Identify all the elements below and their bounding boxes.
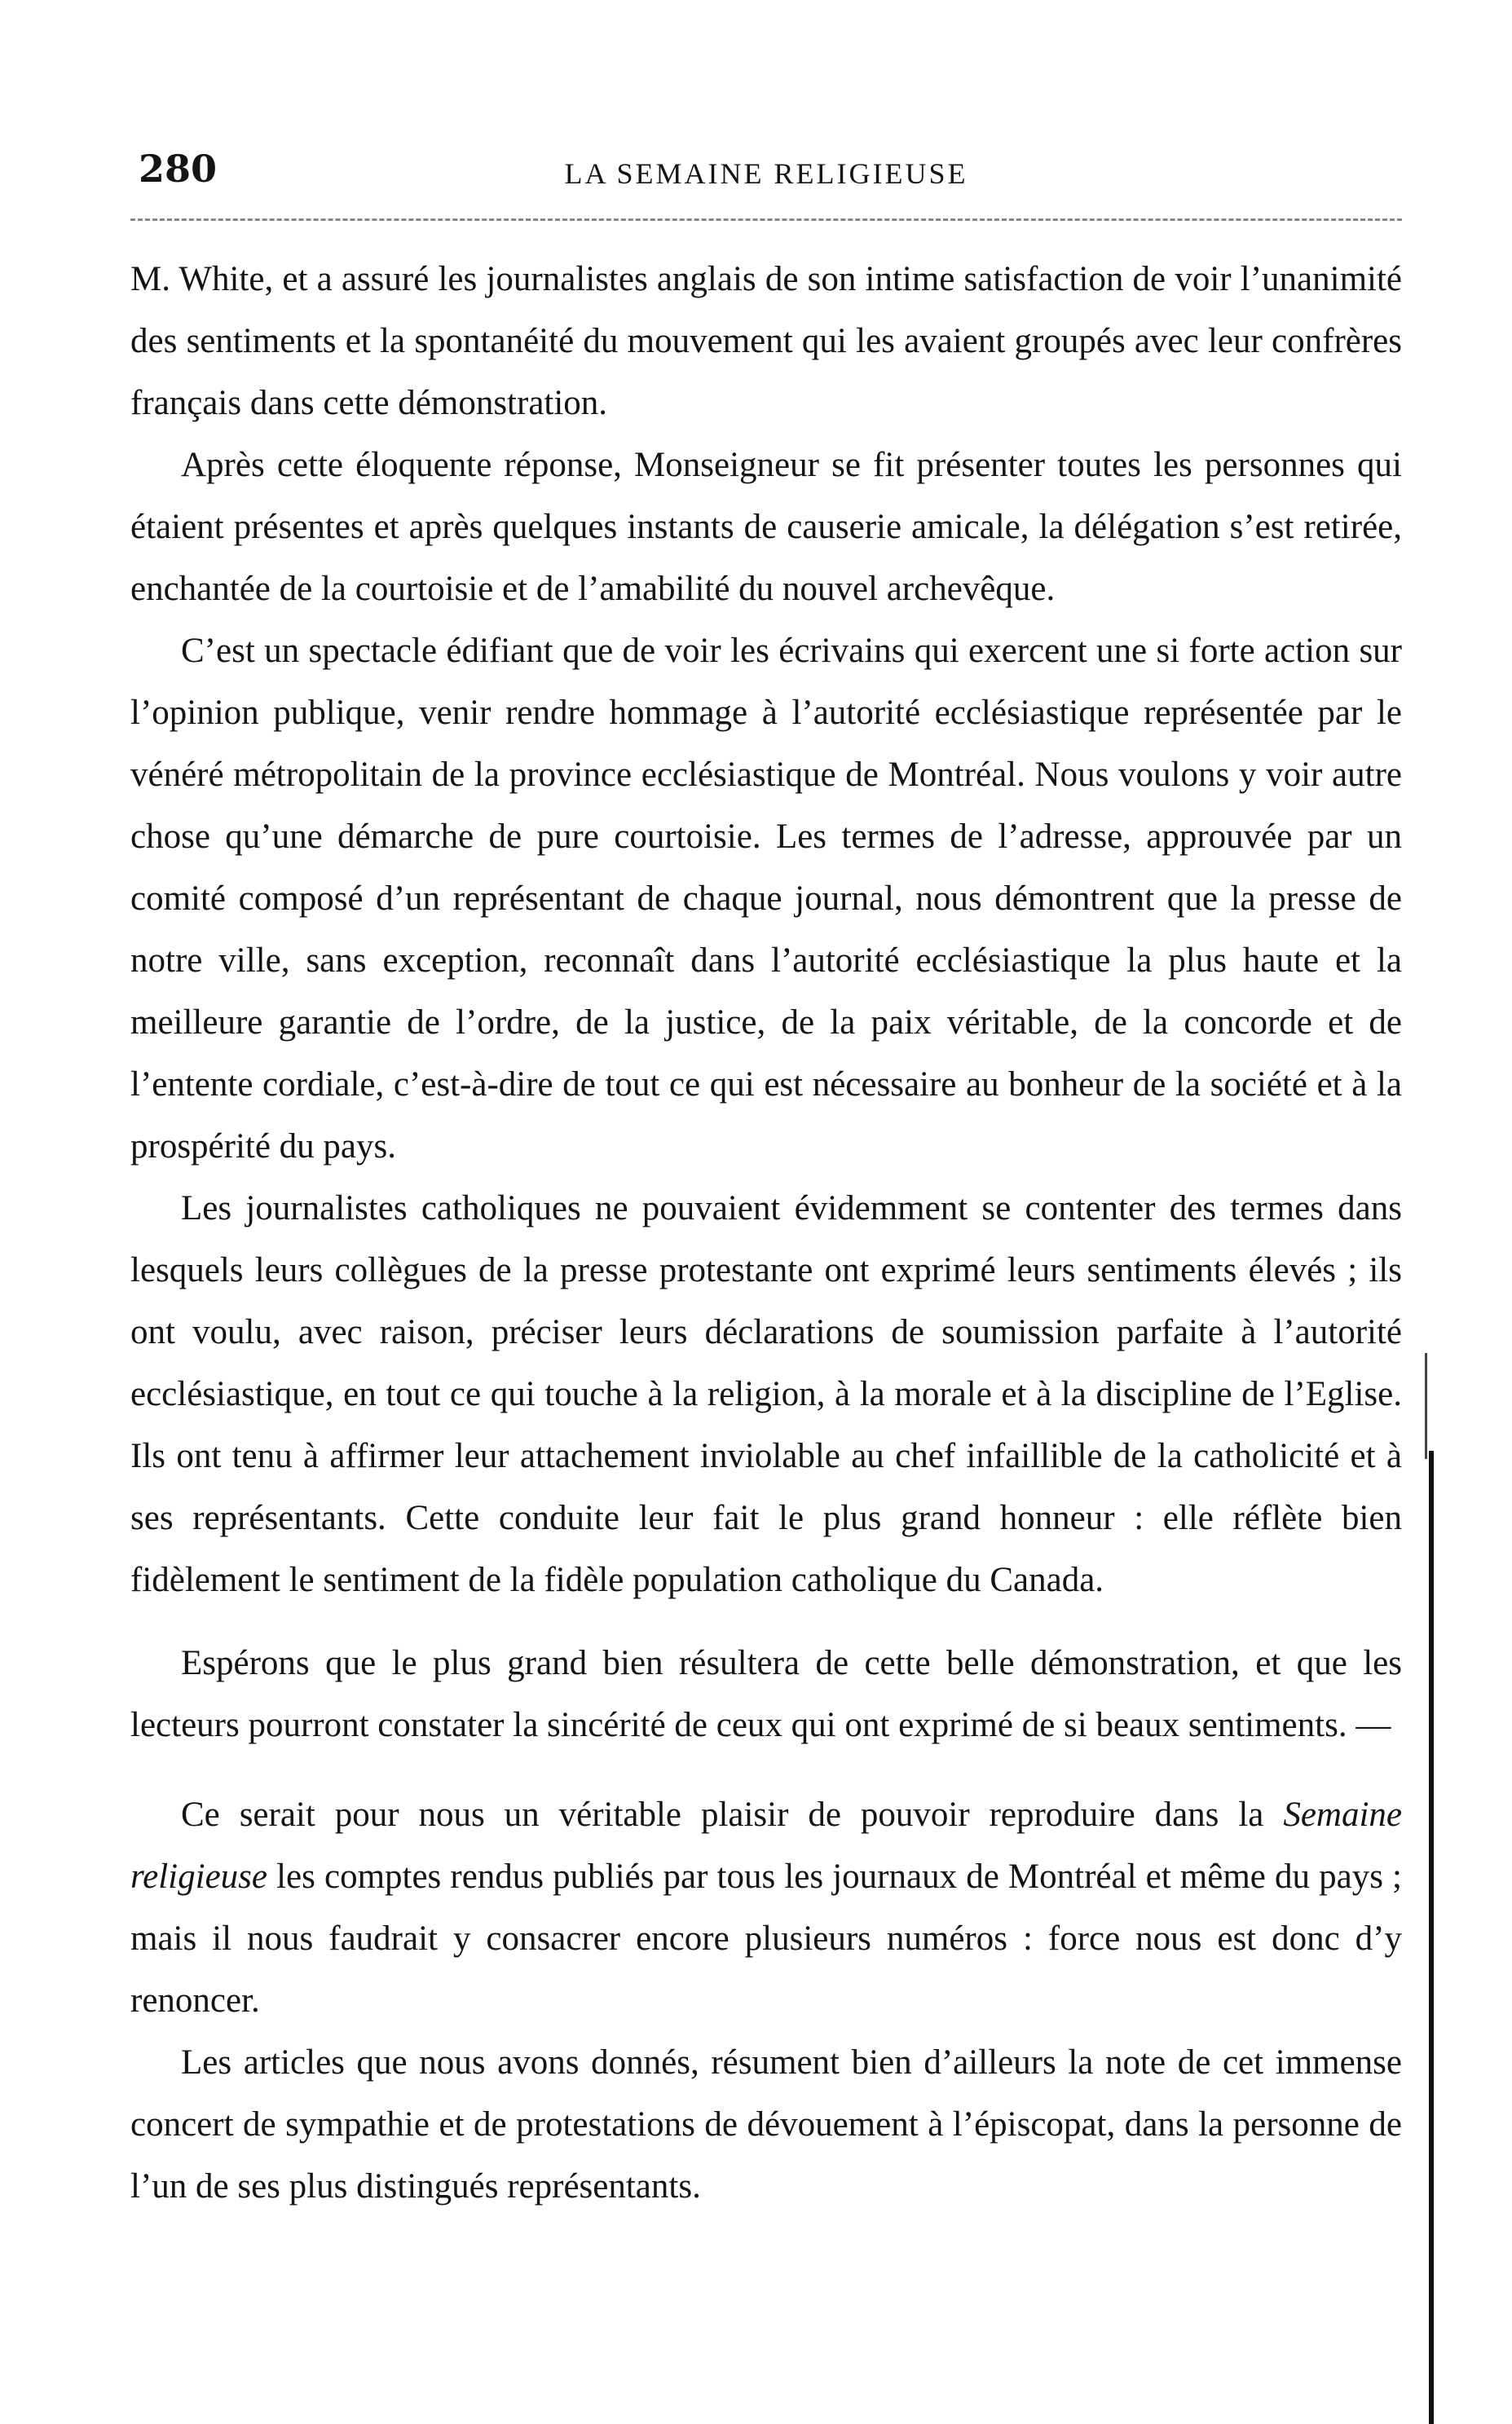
document-page	[130, 147, 1402, 2218]
page-number: 280	[139, 147, 218, 191]
paragraph-7: Les articles que nous avons donnés, résument bien d’ailleurs la note de cet immense concert de sympathie et de protestations de dévouement à l’épiscopat, dans la personne de l’un de ses plus distingués représentants.	[130, 2043, 1402, 2206]
scan-edge-shadow	[1429, 1451, 1434, 2424]
running-head: LA SEMAINE RELIGIEUSE	[564, 157, 968, 190]
body-text	[130, 249, 1402, 2218]
publication-title: Semaine religieuse	[130, 1796, 1402, 1896]
paragraph-4: Les journalistes catholiques ne pouvaient évidemment se contenter des termes dans lesquels leurs collègues de la presse protestante ont exprimé leurs sentiments élevés ; ils ont voulu, avec raison, préciser leurs déclarations de soumission parfaite à l’autorité ecclésiastique, en tout ce qui touche à la religion, à la morale et à la discipline de l’Eglise. Ils ont tenu à affirmer leur attachement inviolable au chef infaillible de la catholicité et à ses représentants. Cette conduite leur fait le plus grand honneur : elle réflète bien fidèlement le sentiment de la fidèle population catholique du Canada.	[130, 1189, 1402, 1599]
scan-edge-line	[1425, 1353, 1427, 1459]
paragraph-3: C’est un spectacle édifiant que de voir les écrivains qui exercent une si forte action sur l’opinion publique, venir rendre hommage à l’autorité ecclésiastique représentée par le vénéré métropolitain de la province ecclésiastique de Montréal. Nous voulons y voir autre chose qu’une démarche de pure courtoisie. Les termes de l’adresse, approuvée par un comité composé d’un représentant de chaque journal, nous démontrent que la presse de notre ville, sans exception, reconnaît dans l’autorité ecclésiastique la plus haute et la meilleure garantie de l’ordre, de la justice, de la paix véritable, de la concorde et de l’entente cordiale, c’est-à-dire de tout ce qui est nécessaire au bonheur de la société et à la prospérité du pays.	[130, 632, 1402, 1166]
paragraph-5: Espérons que le plus grand bien résultera de cette belle démonstration, et que les lecteurs pourront constater la sincérité de ceux qui ont exprimé de si beaux sentiments. —	[130, 1644, 1402, 1744]
paragraph-6-start: Ce serait pour nous un véritable plaisir de pouvoir reproduire dans la	[181, 1796, 1284, 1834]
paragraph-2: Après cette éloquente réponse, Monseigneur se fit présenter toutes les personnes qui étaient présentes et après quelques instants de causerie amicale, la délégation s’est retirée, enchantée de la courtoisie et de l’amabilité du nouvel archevêque.	[130, 446, 1402, 608]
header-rule	[130, 218, 1402, 221]
page-header	[130, 147, 1402, 204]
paragraph-1: M. White, et a assuré les journalistes anglais de son intime satisfaction de voir l’unanimité des sentiments et la spontanéité du mouvement qui les avaient groupés avec leur confrères français dans cette démonstration.	[130, 260, 1402, 422]
paragraph-6	[130, 1784, 1402, 2032]
paragraph-6-end: les comptes rendus publiés par tous les journaux de Montréal et même du pays ; mais il nous faudrait y consacrer encore plusieurs numéros : force nous est donc d’y renoncer.	[130, 1858, 1402, 2020]
